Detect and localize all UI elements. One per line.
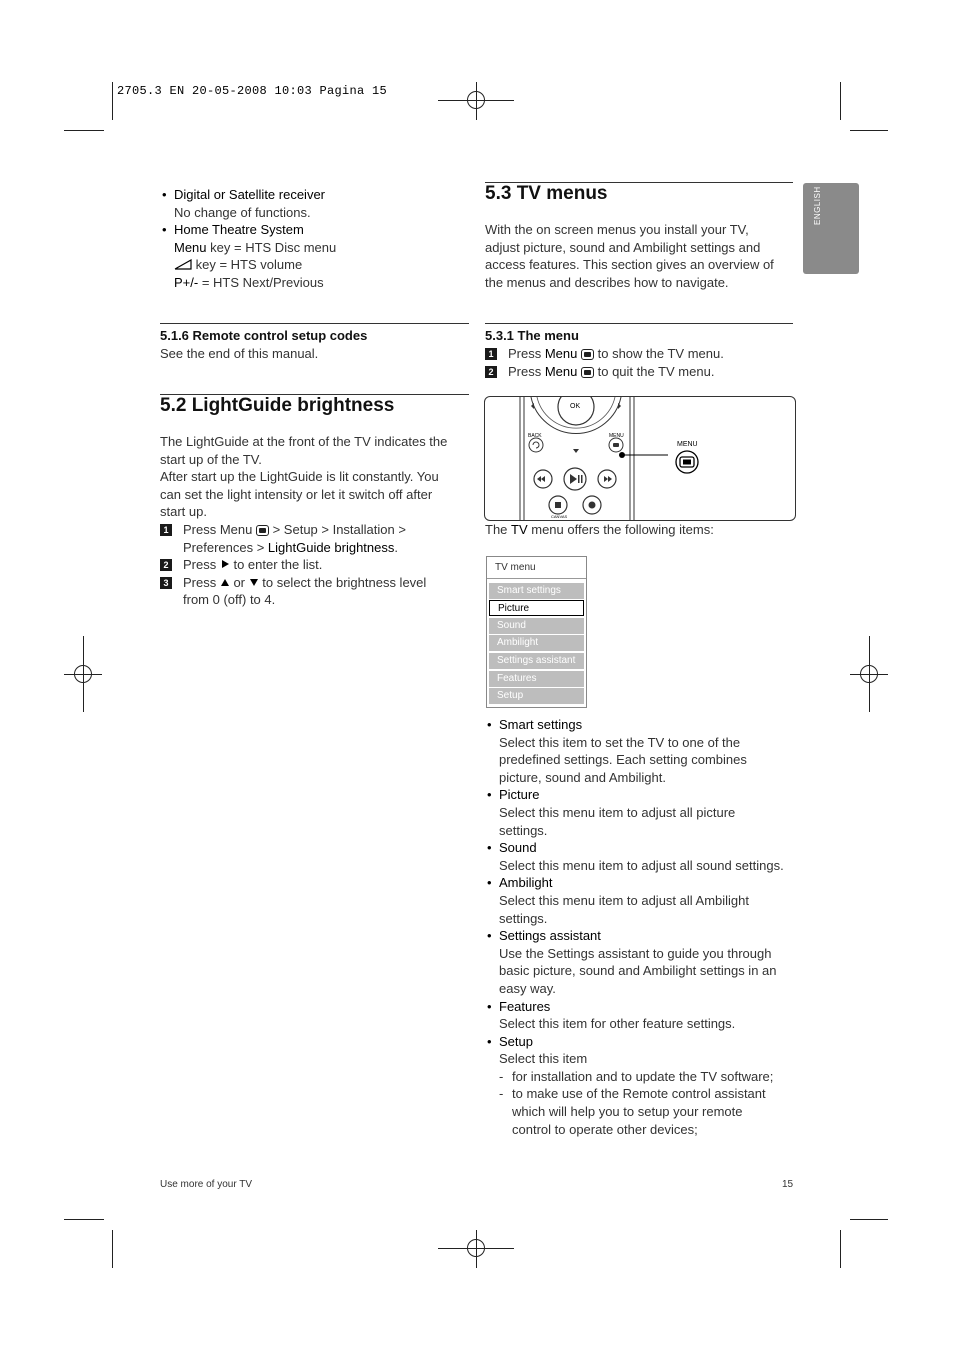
list-item: • Sound Select this menu item to adjust all sound settings. [485, 839, 800, 874]
crop-mark [64, 1219, 104, 1220]
registration-line [869, 636, 870, 712]
crop-mark [850, 130, 888, 131]
lightguide-paragraph: The LightGuide at the front of the TV indicates the start up of the TV. After start up the LightGuide is lit constantly. You can set the light intensity or let it switch off after start up. 1 Press Menu > Setup > Installation > Preferences > LightGuide brightness. 2 Press to enter the list. 3 Press or to select the brightness level from 0 (off) to 4. [160, 433, 470, 609]
list-item: • Settings assistant Use the Settings assistant to guide you through basic picture, sound and Ambilight settings in an easy way. [485, 927, 800, 997]
remote-control-drawing [485, 397, 795, 520]
step-1: 1 Press Menu to show the TV menu. [485, 345, 795, 363]
section-text-516: See the end of this manual. [160, 346, 319, 361]
print-slug: 2705.3 EN 20-05-2008 10:03 Pagina 15 [117, 84, 388, 98]
canvas-button-label: CANVAS [551, 514, 568, 519]
tv-menu-item-picture[interactable]: Picture [489, 600, 584, 616]
ok-button-label: OK [570, 403, 581, 410]
step-number-icon: 2 [485, 366, 497, 378]
tv-menu-item-settings-assistant[interactable]: Settings assistant [489, 653, 584, 669]
crop-mark [840, 82, 841, 120]
registration-line [476, 82, 477, 120]
step-3: 3 Press or to select the brightness level from 0 (off) to 4. [160, 574, 470, 609]
tv-menu-title: TV menu [487, 557, 586, 579]
crop-mark [112, 82, 113, 120]
section-title-531: 5.3.1 The menu [485, 328, 579, 343]
device-bullets [160, 186, 470, 292]
arrow-right-icon [220, 559, 230, 569]
tv-menu-item-features[interactable]: Features [489, 671, 584, 687]
back-button-label: BACK [528, 433, 542, 439]
section-title-53: 5.3 TV menus [485, 183, 608, 204]
arrow-down-icon [249, 577, 259, 587]
crop-mark [112, 1230, 113, 1268]
tv-menu-item-setup[interactable]: Setup [489, 688, 584, 704]
list-item: • Ambilight Select this menu item to adjust all Ambilight settings. [485, 874, 800, 927]
list-item: • Setup Select this item - for installation and to update the TV software; - to make use of the Remote control assistant which will help you to setup your remote control to operate other devices; [485, 1033, 800, 1139]
list-item: • Features Select this item for other feature settings. [485, 998, 800, 1033]
section-title-52: 5.2 LightGuide brightness [160, 395, 395, 416]
registration-line [83, 636, 84, 712]
remote-control-illustration [484, 396, 796, 521]
arrow-up-icon [220, 577, 230, 587]
menu-key-icon [256, 525, 269, 536]
step-number-icon: 2 [160, 559, 172, 571]
step-number-icon: 1 [485, 348, 497, 360]
step-number-icon: 1 [160, 524, 172, 536]
menu-key-icon [581, 367, 594, 378]
setup-sub-item: - to make use of the Remote control assistant which will help you to setup your remote control to operate other devices; [499, 1085, 800, 1138]
crop-mark [840, 1230, 841, 1268]
list-item: • Smart settings Select this item to set the TV to one of the predefined settings. Each setting combines picture, sound and Ambilight. [485, 716, 800, 786]
tv-menu-item-ambilight[interactable]: Ambilight [489, 635, 584, 651]
tv-menu-item-sound[interactable]: Sound [489, 618, 584, 634]
list-item: • Digital or Satellite receiver No change of functions. [160, 186, 470, 221]
menu-button-label: MENU [609, 433, 624, 439]
menu-steps [485, 345, 795, 380]
language-tab-label: ENGLISH [813, 186, 822, 225]
registration-line [476, 1230, 477, 1268]
section-rule [485, 323, 793, 324]
page-number: 15 [782, 1179, 794, 1190]
step-1: 1 Press Menu > Setup > Installation > Preferences > LightGuide brightness. [160, 521, 470, 556]
setup-sub-item: - for installation and to update the TV software; [499, 1068, 800, 1086]
menu-item-descriptions [485, 716, 800, 1138]
crop-mark [850, 1219, 888, 1220]
step-2: 2 Press to enter the list. [160, 556, 470, 574]
menu-offers-line: The TV menu offers the following items: [485, 522, 714, 537]
step-number-icon: 3 [160, 577, 172, 589]
tv-menu-screenshot [486, 556, 587, 708]
menu-callout-label: MENU [677, 441, 698, 448]
volume-icon [174, 259, 192, 270]
step-2: 2 Press Menu to quit the TV menu. [485, 363, 795, 381]
list-item: • Home Theatre System Menu key = HTS Disc menu key = HTS volume P+/- = HTS Next/Previous [160, 221, 470, 291]
tv-menus-paragraph: With the on screen menus you install your TV, adjust picture, sound and Ambilight settings and access features. This section gives an overview of the menus and describes how to navigate. [485, 222, 774, 290]
tv-menu-item-smart-settings[interactable]: Smart settings [489, 583, 584, 599]
section-rule [160, 323, 469, 324]
section-title-516: 5.1.6 Remote control setup codes [160, 328, 368, 343]
crop-mark [64, 130, 104, 131]
menu-key-icon [581, 349, 594, 360]
list-item: • Picture Select this menu item to adjust all picture settings. [485, 786, 800, 839]
footer-section-label: Use more of your TV [160, 1179, 253, 1190]
language-tab [803, 183, 859, 274]
